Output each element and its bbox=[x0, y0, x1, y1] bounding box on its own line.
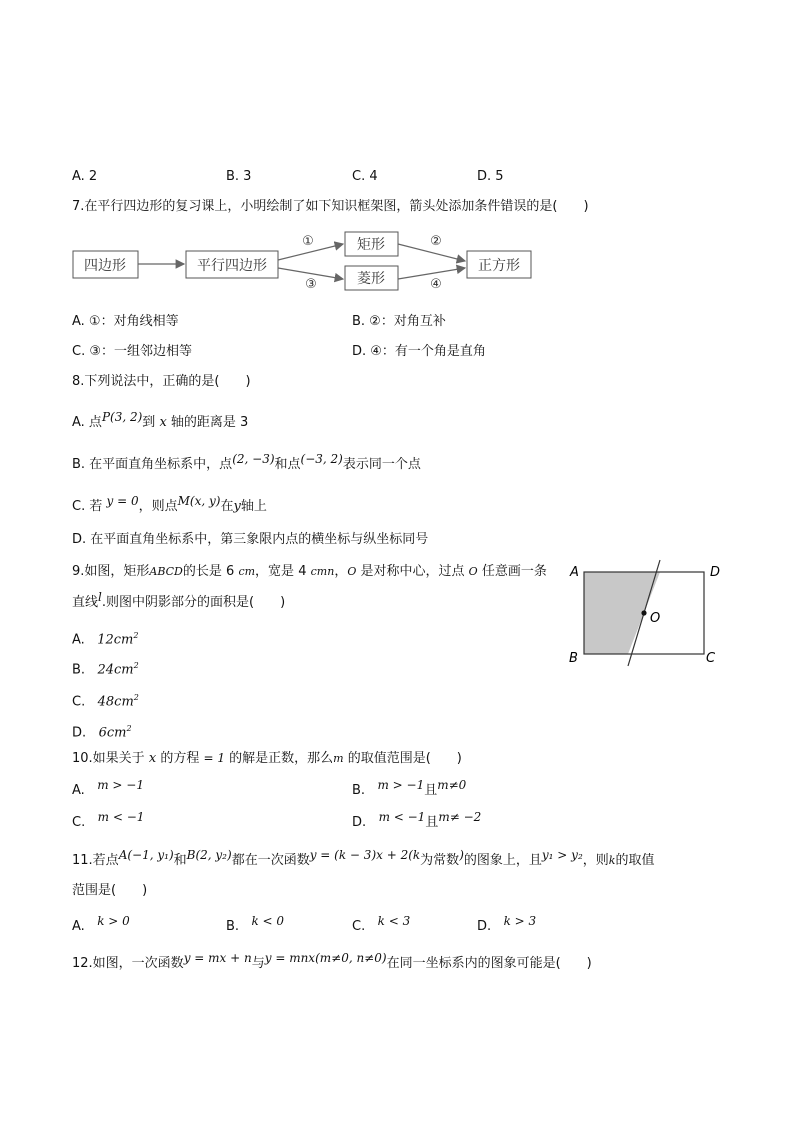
mark-3: ③ bbox=[305, 277, 317, 292]
mark-2: ② bbox=[430, 234, 442, 249]
label-o: O bbox=[650, 611, 661, 626]
q7-option-b: B. ②：对角互补 bbox=[352, 314, 446, 329]
q6-option-a: A. 2 bbox=[72, 169, 98, 184]
q7-option-c: C. ③：一组邻边相等 bbox=[72, 344, 192, 359]
q10-option-d: D. m < −1且m≠ −2 bbox=[352, 810, 482, 830]
q9-stem-line1: 9.如图，矩形ABCD的长是 6 cm，宽是 4 cmn，O 是对称中心，过点 O 任意画一条 bbox=[72, 564, 547, 579]
q11-stem-line2: 范围是( ) bbox=[72, 883, 148, 898]
q6-option-c: C. 4 bbox=[352, 169, 378, 184]
q6-option-b: B. 3 bbox=[226, 169, 252, 184]
q10-option-b: B. m > −1且m≠0 bbox=[352, 778, 467, 798]
box-rhombus bbox=[345, 266, 398, 290]
box-parallelogram bbox=[186, 251, 278, 278]
q7-flowchart bbox=[60, 222, 560, 302]
svg-text:矩形: 矩形 bbox=[357, 237, 385, 253]
box-square bbox=[467, 251, 531, 278]
q8-option-c: C. 若 y = 0，则点M(x, y)在y轴上 bbox=[72, 494, 267, 514]
q9-option-b: B. $24cm^2$ bbox=[72, 661, 139, 678]
box-quadrilateral bbox=[73, 251, 138, 278]
q9-stem-line2: 直线l.则图中阴影部分的面积是( ) bbox=[72, 590, 286, 610]
svg-text:平行四边形: 平行四边形 bbox=[197, 258, 267, 274]
q8-stem: 8.下列说法中，正确的是( ) bbox=[72, 374, 251, 389]
q10-option-c: C. m < −1 bbox=[72, 810, 145, 830]
svg-text:四边形: 四边形 bbox=[84, 258, 126, 274]
q11-option-b: B. k < 0 bbox=[226, 914, 285, 934]
q12-stem: 12.如图，一次函数y = mx + n与y = mnx(m≠0, n≠0)在同一坐标系内的图象可能是( ) bbox=[72, 951, 592, 971]
q11-stem-line1: 11.若点A(−1, y₁)和B(2, y₂)都在一次函数y = (k − 3)x + 2(k为常数)的图象上，且y₁ > y₂，则k的取值 bbox=[72, 848, 655, 868]
q7-option-a: A. ①：对角线相等 bbox=[72, 314, 179, 329]
box-rectangle bbox=[345, 232, 398, 256]
svg-text:菱形: 菱形 bbox=[357, 271, 385, 287]
center-point-o bbox=[641, 610, 646, 615]
q11-option-d: D. k > 3 bbox=[477, 914, 537, 934]
label-d: D bbox=[710, 565, 721, 580]
q6-option-d: D. 5 bbox=[477, 169, 504, 184]
label-a: A bbox=[570, 565, 579, 580]
q9-option-c: C. $48cm^2$ bbox=[72, 693, 139, 710]
q10-stem: 10.如果关于 x 的方程 = 1 的解是正数，那么m 的取值范围是( ) bbox=[72, 751, 462, 766]
mark-1: ① bbox=[302, 234, 314, 249]
svg-text:正方形: 正方形 bbox=[478, 258, 520, 274]
q10-option-a: A. m > −1 bbox=[72, 778, 144, 798]
q8-option-b: B. 在平面直角坐标系中，点(2, −3)和点(−3, 2)表示同一个点 bbox=[72, 452, 421, 472]
q7-option-d: D. ④：有一个角是直角 bbox=[352, 344, 486, 359]
q9-option-d: D. $6cm^2$ bbox=[72, 724, 132, 741]
q9-rectangle-figure bbox=[560, 558, 740, 673]
mark-4: ④ bbox=[430, 277, 442, 292]
q7-stem: 7.在平行四边形的复习课上，小明绘制了如下知识框架图，箭头处添加条件错误的是( ) bbox=[72, 199, 589, 214]
q11-option-a: A. k > 0 bbox=[72, 914, 130, 934]
shaded-region bbox=[584, 572, 660, 654]
label-b: B bbox=[569, 651, 578, 666]
label-c: C bbox=[706, 651, 716, 666]
q11-option-c: C. k < 3 bbox=[352, 914, 411, 934]
q9-option-a: A. $12cm^2$ bbox=[72, 631, 139, 648]
q8-option-a: A. 点P(3, 2)到 x 轴的距离是 3 bbox=[72, 410, 249, 430]
q8-option-d: D. 在平面直角坐标系中，第三象限内点的横坐标与纵坐标同号 bbox=[72, 532, 429, 547]
